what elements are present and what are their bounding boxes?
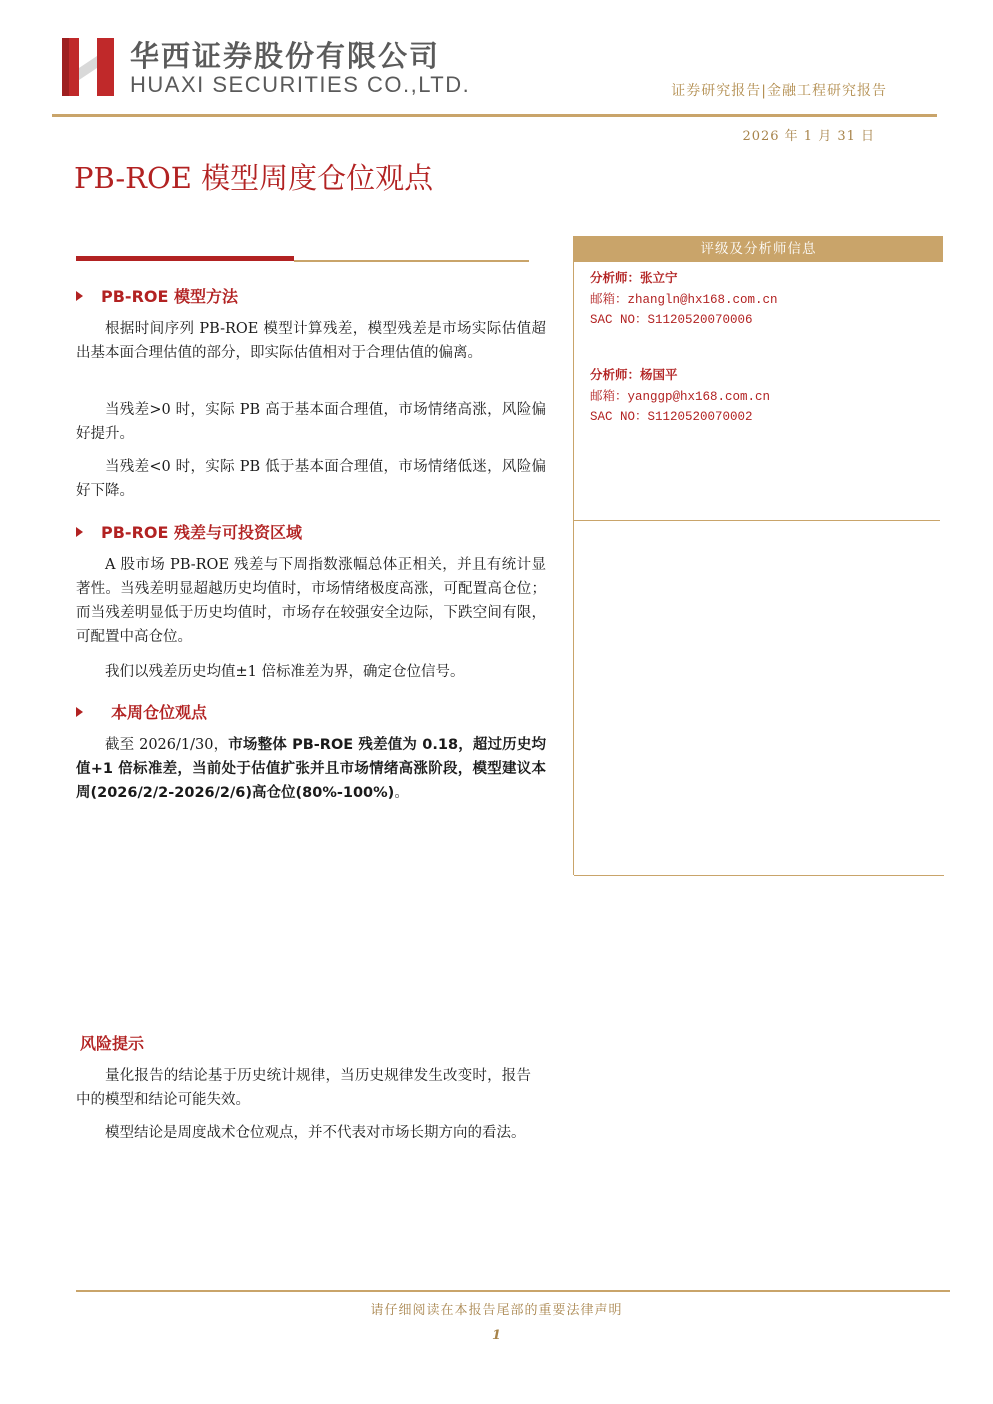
sidebar-divider	[574, 875, 944, 876]
triangle-bullet-icon	[76, 707, 83, 717]
paragraph: A 股市场 PB-ROE 残差与下周指数涨幅总体正相关，并且有统计显著性。当残差明显超越历史均值时，市场情绪极度高涨，可配置高仓位；而当残差明显低于历史均值时，市场存在较强安全边际，下跌空间有限，可配置中高仓位。	[76, 557, 546, 645]
paragraph-conclusion: 截至 2026/1/30，市场整体 PB-ROE 残差值为 0.18，超过历史均值+1 倍标准差，当前处于估值扩张并且市场情绪高涨阶段，模型建议本周(2026/2/2-2026/2/6)高仓位(80%-100%)。	[76, 737, 546, 801]
sidebar-divider	[574, 520, 940, 521]
risk-paragraph: 量化报告的结论基于历史统计规律，当历史规律发生改变时，报告中的模型和结论可能失效。	[76, 1068, 531, 1108]
title-divider	[294, 260, 529, 262]
report-date: 2026 年 1 月 31 日	[742, 129, 875, 144]
paragraph: 当残差<0 时，实际 PB 低于基本面合理值，市场情绪低迷，风险偏好下降。	[76, 459, 546, 499]
analyst-sac: SAC NO：S1120520070002	[590, 410, 753, 424]
analyst-info-panel	[573, 236, 944, 875]
triangle-bullet-icon	[76, 527, 83, 537]
section-heading: 本周仓位观点	[76, 700, 207, 723]
huaxi-logo-icon	[62, 38, 114, 96]
section-heading: PB-ROE 残差与可投资区域	[76, 520, 302, 543]
company-name-en: HUAXI SECURITIES CO.,LTD.	[130, 72, 471, 97]
analyst-sac: SAC NO：S1120520070006	[590, 313, 753, 327]
analyst-name: 分析师：杨国平	[590, 367, 678, 382]
section-heading: PB-ROE 模型方法	[76, 284, 238, 307]
title-divider-accent	[76, 256, 294, 261]
triangle-bullet-icon	[76, 291, 83, 301]
page-number: 1	[491, 1328, 502, 1343]
analyst-panel-heading: 评级及分析师信息	[574, 236, 943, 262]
company-name-cn: 华西证券股份有限公司	[130, 39, 441, 73]
paragraph: 根据时间序列 PB-ROE 模型计算残差，模型残差是市场实际估值超出基本面合理估值的部分，即实际估值相对于合理估值的偏离。	[76, 321, 546, 361]
analyst-email: 邮箱：yanggp@hx168.com.cn	[590, 390, 771, 404]
header-divider	[52, 114, 937, 117]
risk-paragraph: 模型结论是周度战术仓位观点，并不代表对市场长期方向的看法。	[105, 1125, 526, 1141]
paragraph: 当残差>0 时，实际 PB 高于基本面合理值，市场情绪高涨，风险偏好提升。	[76, 402, 546, 442]
legal-notice: 请仔细阅读在本报告尾部的重要法律声明	[370, 1303, 623, 1318]
report-title: PB-ROE 模型周度仓位观点	[74, 161, 434, 195]
footer-divider	[76, 1290, 950, 1292]
analyst-email: 邮箱：zhangln@hx168.com.cn	[590, 293, 778, 307]
risk-heading: 风险提示	[80, 1034, 145, 1053]
report-type: 证券研究报告|金融工程研究报告	[671, 83, 887, 99]
paragraph: 我们以残差历史均值±1 倍标准差为界，确定仓位信号。	[105, 664, 465, 680]
analyst-name: 分析师：张立宁	[590, 270, 678, 285]
